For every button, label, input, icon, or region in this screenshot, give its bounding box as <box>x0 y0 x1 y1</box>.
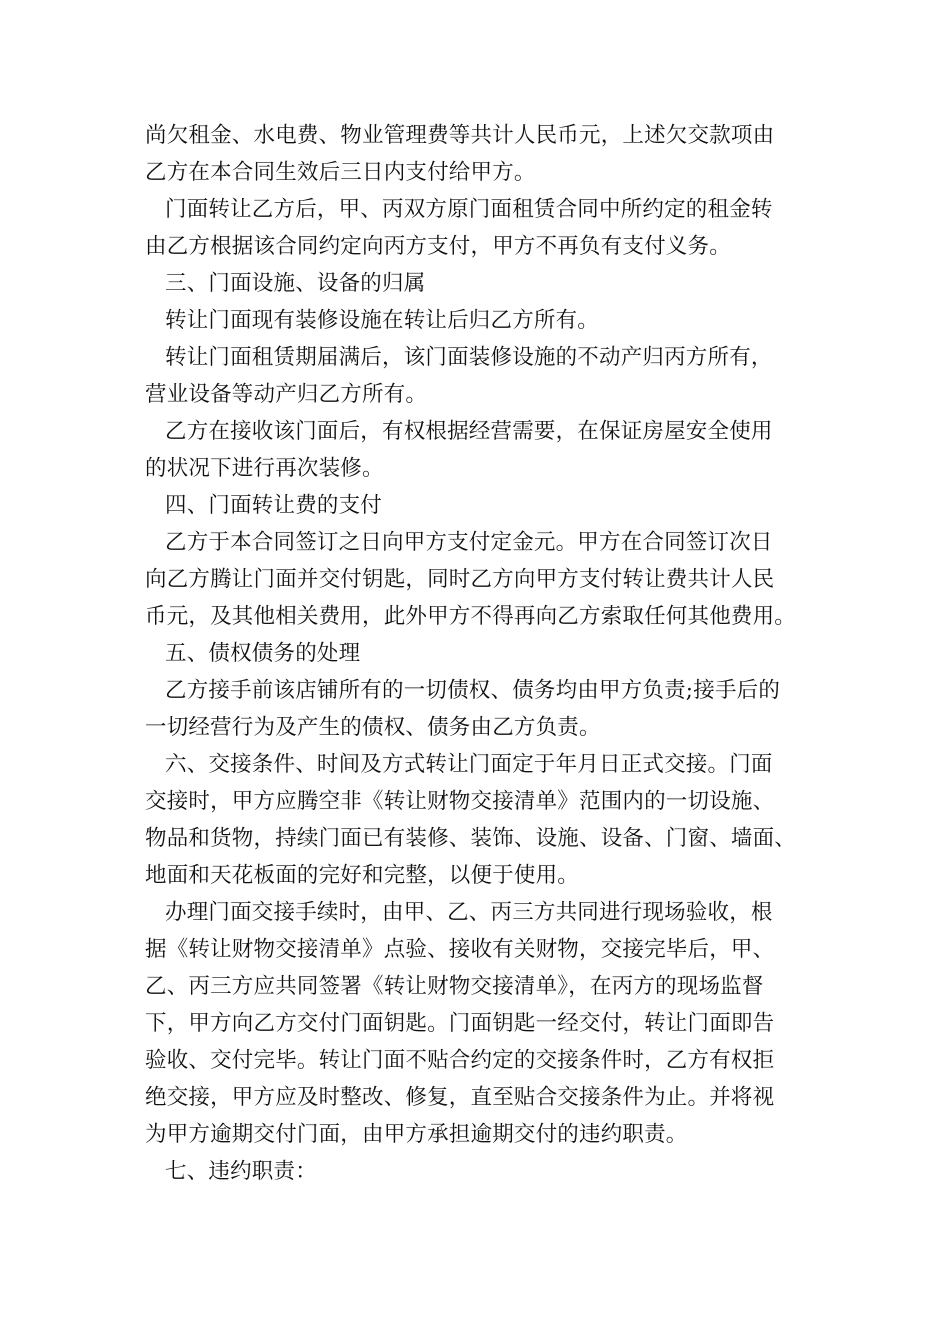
document-line: 乙方在本合同生效后三日内支付给甲方。 <box>145 160 536 185</box>
document-line: 向乙方腾让门面并交付钥匙，同时乙方向甲方支付转让费共计人民 <box>145 567 775 592</box>
document-line: 乙方在接收该门面后，有权根据经营需要，在保证房屋安全使用 <box>165 419 773 444</box>
document-line: 尚欠租金、水电费、物业管理费等共计人民币元，上述欠交款项由 <box>145 123 775 148</box>
document-line: 四、门面转让费的支付 <box>165 493 383 518</box>
document-line: 的状况下进行再次装修。 <box>145 456 384 481</box>
document-line: 六、交接条件、时间及方式转让门面定于年月日正式交接。门面 <box>165 752 773 777</box>
document-line: 转让门面现有装修设施在转让后归乙方所有。 <box>165 308 600 333</box>
document-line: 验收、交付完毕。转让门面不贴合约定的交接条件时，乙方有权拒 <box>145 1048 775 1073</box>
document-line: 乙方接手前该店铺所有的一切债权、债务均由甲方负责;接手后的 <box>165 678 781 703</box>
document-line: 物品和货物，持续门面已有装修、装饰、设施、设备、门窗、墙面、 <box>145 826 797 851</box>
document-line: 办理门面交接手续时，由甲、乙、丙三方共同进行现场验收，根 <box>165 900 773 925</box>
document-line: 三、门面设施、设备的归属 <box>165 271 426 296</box>
document-line: 下，甲方向乙方交付门面钥匙。门面钥匙一经交付，转让门面即告 <box>145 1011 775 1036</box>
document-line: 转让门面租赁期届满后，该门面装修设施的不动产归丙方所有， <box>165 345 773 370</box>
document-line: 据《转让财物交接清单》点验、接收有关财物，交接完毕后，甲、 <box>145 937 775 962</box>
document-line: 五、债权债务的处理 <box>165 641 361 666</box>
document-line: 交接时，甲方应腾空非《转让财物交接清单》范围内的一切设施、 <box>145 789 775 814</box>
document-line: 为甲方逾期交付门面，由甲方承担逾期交付的违约职责。 <box>145 1122 688 1147</box>
document-line: 币元，及其他相关费用，此外甲方不得再向乙方索取任何其他费用。 <box>145 604 797 629</box>
document-line: 一切经营行为及产生的债权、债务由乙方负责。 <box>145 715 601 740</box>
document-line: 门面转让乙方后，甲、丙双方原门面租赁合同中所约定的租金转 <box>165 197 773 222</box>
document-line: 乙、丙三方应共同签署《转让财物交接清单》，在丙方的现场监督 <box>145 974 764 999</box>
document-line: 地面和天花板面的完好和完整，以便于使用。 <box>145 863 580 888</box>
document-line: 绝交接，甲方应及时整改、修复，直至贴合交接条件为止。并将视 <box>145 1085 775 1110</box>
document-line: 由乙方根据该合同约定向丙方支付，甲方不再负有支付义务。 <box>145 234 731 259</box>
document-line: 乙方于本合同签订之日向甲方支付定金元。甲方在合同签订次日 <box>165 530 773 555</box>
document-line: 营业设备等动产归乙方所有。 <box>145 382 428 407</box>
document-line: 七、违约职责： <box>165 1159 317 1184</box>
document-body <box>145 117 835 1190</box>
